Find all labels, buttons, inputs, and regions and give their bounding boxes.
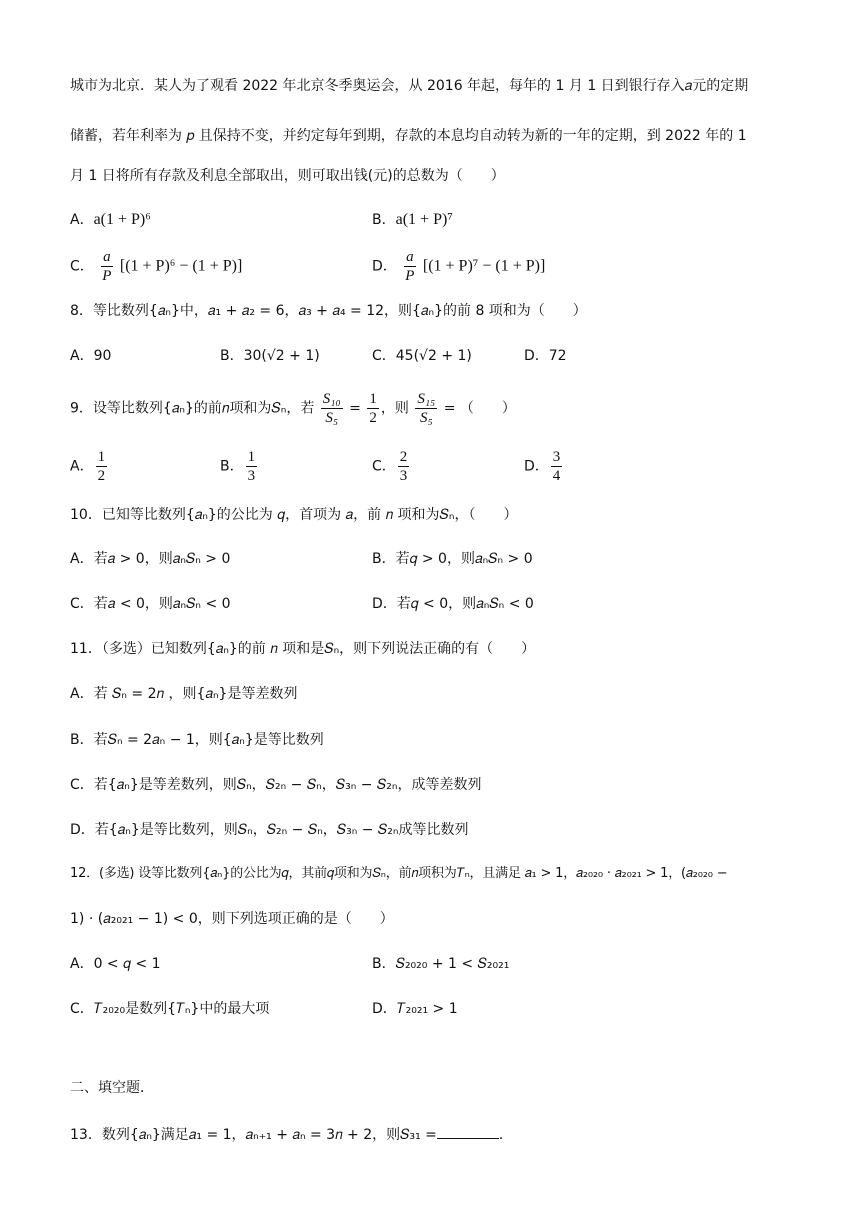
stem-text: 13．数列{𝑎ₙ}满足𝑎₁ = 1，𝑎ₙ₊₁ + 𝑎ₙ = 3𝑛 + 2，则𝑆₃₁ =: [70, 1127, 437, 1143]
option-label: C．: [70, 258, 94, 275]
stem-text: ，则: [380, 400, 409, 417]
q10-stem: 10．已知等比数列{𝑎ₙ}的公比为 𝑞，首项为 𝑎，前 𝑛 项和为𝑆ₙ，（ ）: [70, 507, 518, 523]
fraction-s15-s5: [415, 390, 437, 427]
numerator: 3: [552, 449, 561, 465]
q7-option-d: [372, 248, 545, 285]
option-label: A．: [70, 212, 94, 228]
option-expr: a(1 + P)⁷: [395, 211, 453, 228]
q9-option-d: [524, 448, 564, 485]
fraction-half: [367, 390, 379, 427]
numerator: a: [406, 249, 414, 265]
option-label: B．: [220, 458, 244, 475]
numerator: S₁₀: [322, 391, 341, 407]
denominator: 3: [399, 468, 408, 484]
q12-option-a: A．0 < 𝑞 < 1: [70, 956, 161, 972]
q11-option-c: C．若{𝑎ₙ}是等差数列，则𝑆ₙ，𝑆₂ₙ − 𝑆ₙ，𝑆₃ₙ − 𝑆₂ₙ，成等差数列: [70, 777, 482, 793]
option-label: A．: [70, 458, 94, 475]
q7-option-c: [70, 248, 242, 285]
fraction-s10-s5: [321, 390, 343, 427]
numerator: 1: [369, 391, 377, 407]
q12-stem-line-2: 1) · (𝑎₂₀₂₁ − 1) < 0，则下列选项正确的是（ ）: [70, 911, 394, 927]
q11-option-d: D．若{𝑎ₙ}是等比数列，则𝑆ₙ，𝑆₂ₙ − 𝑆ₙ，𝑆₃ₙ − 𝑆₂ₙ成等比数列: [70, 822, 469, 838]
q8-option-b: B．30(√2 + 1): [220, 348, 320, 364]
q12-option-b: B．𝑆₂₀₂₀ + 1 < 𝑆₂₀₂₁: [372, 956, 510, 972]
q9-option-a: [70, 448, 109, 485]
q8-stem: 8．等比数列{𝑎ₙ}中，𝑎₁ + 𝑎₂ = 6，𝑎₃ + 𝑎₄ = 12，则{𝑎ₙ}的前 8 项和为（ ）: [70, 303, 587, 319]
q11-option-b: B．若𝑆ₙ = 2𝑎ₙ − 1，则{𝑎ₙ}是等比数列: [70, 732, 324, 748]
q8-option-a: A．90: [70, 348, 112, 364]
denominator: 2: [369, 410, 377, 426]
q10-option-c: C．若𝑎 < 0，则𝑎ₙ𝑆ₙ < 0: [70, 596, 231, 612]
numerator: S₁₅: [417, 391, 436, 407]
q11-option-a: A．若 𝑆ₙ = 2𝑛 ，则{𝑎ₙ}是等差数列: [70, 686, 298, 702]
denominator: 4: [552, 468, 561, 484]
stem-text: 9．设等比数列{𝑎ₙ}的前𝑛项和为𝑆ₙ，若: [70, 400, 315, 417]
equals: =: [344, 400, 366, 417]
option-label: C．: [372, 458, 396, 475]
q12-option-d: D．𝑇₂₀₂₁ > 1: [372, 1001, 458, 1017]
q9-stem: [70, 390, 516, 427]
denominator: S₅: [325, 410, 339, 426]
q12-option-c: C．𝑇₂₀₂₀是数列{𝑇ₙ}中的最大项: [70, 1001, 270, 1017]
numerator: 2: [399, 449, 408, 465]
denominator: 3: [247, 468, 256, 484]
option-label: B．: [372, 212, 396, 228]
q11-stem: 11．（多选）已知数列{𝑎ₙ}的前 𝑛 项和是𝑆ₙ，则下列说法正确的有（ ）: [70, 641, 536, 657]
stem-text: = （ ）: [439, 400, 516, 417]
intro-line-2: 储蓄，若年利率为 𝑝 且保持不变，并约定每年到期，存款的本息均自动转为新的一年的定期，到 2022 年的 1: [70, 128, 747, 144]
fraction: [398, 448, 410, 485]
stem-end: ．: [498, 1127, 513, 1143]
numerator: 1: [97, 449, 106, 465]
intro-line-3: 月 1 日将所有存款及利息全部取出，则可取出钱(元)的总数为（ ）: [70, 168, 505, 184]
denominator: S₅: [419, 410, 433, 426]
fraction: [551, 448, 563, 485]
q9-option-b: [220, 448, 259, 485]
fraction: [403, 248, 416, 285]
q10-option-d: D．若𝑞 < 0，则𝑎ₙ𝑆ₙ < 0: [372, 596, 534, 612]
numerator: 1: [247, 449, 256, 465]
option-label: D．: [524, 458, 549, 475]
denominator: P: [405, 268, 415, 284]
option-label: D．: [372, 258, 397, 275]
denominator: 2: [97, 468, 106, 484]
denominator: P: [102, 268, 112, 284]
fraction: [96, 448, 108, 485]
q12-stem-line-1: 12．(多选) 设等比数列{𝑎ₙ}的公比为𝑞，其前𝑞项和为𝑆ₙ，前𝑛项积为𝑇ₙ，且满足 𝑎₁ > 1，𝑎₂₀₂₀ · 𝑎₂₀₂₁ > 1，(𝑎₂₀₂₀ −: [70, 866, 728, 881]
numerator: a: [103, 249, 111, 265]
q8-option-c: C．45(√2 + 1): [372, 348, 472, 364]
q10-option-a: A．若𝑎 > 0，则𝑎ₙ𝑆ₙ > 0: [70, 551, 231, 567]
fraction: [100, 248, 113, 285]
q8-option-d: D．72: [524, 348, 567, 364]
q10-option-b: B．若𝑞 > 0，则𝑎ₙ𝑆ₙ > 0: [372, 551, 533, 567]
option-expr: [(1 + P)⁶ − (1 + P)]: [119, 257, 243, 275]
answer-blank[interactable]: [437, 1124, 499, 1139]
intro-line-1: 城市为北京．某人为了观看 2022 年北京冬季奥运会，从 2016 年起，每年的 1 月 1 日到银行存入𝑎元的定期: [70, 78, 749, 94]
section-title-fill-in: 二、填空题．: [70, 1080, 154, 1096]
fraction: [246, 448, 258, 485]
q7-option-b: [372, 210, 453, 230]
q7-option-a: [70, 210, 151, 230]
option-expr: [(1 + P)⁷ − (1 + P)]: [422, 257, 546, 275]
q13-stem: [70, 1124, 513, 1145]
option-expr: a(1 + P)⁶: [93, 211, 151, 228]
q9-option-c: [372, 448, 411, 485]
